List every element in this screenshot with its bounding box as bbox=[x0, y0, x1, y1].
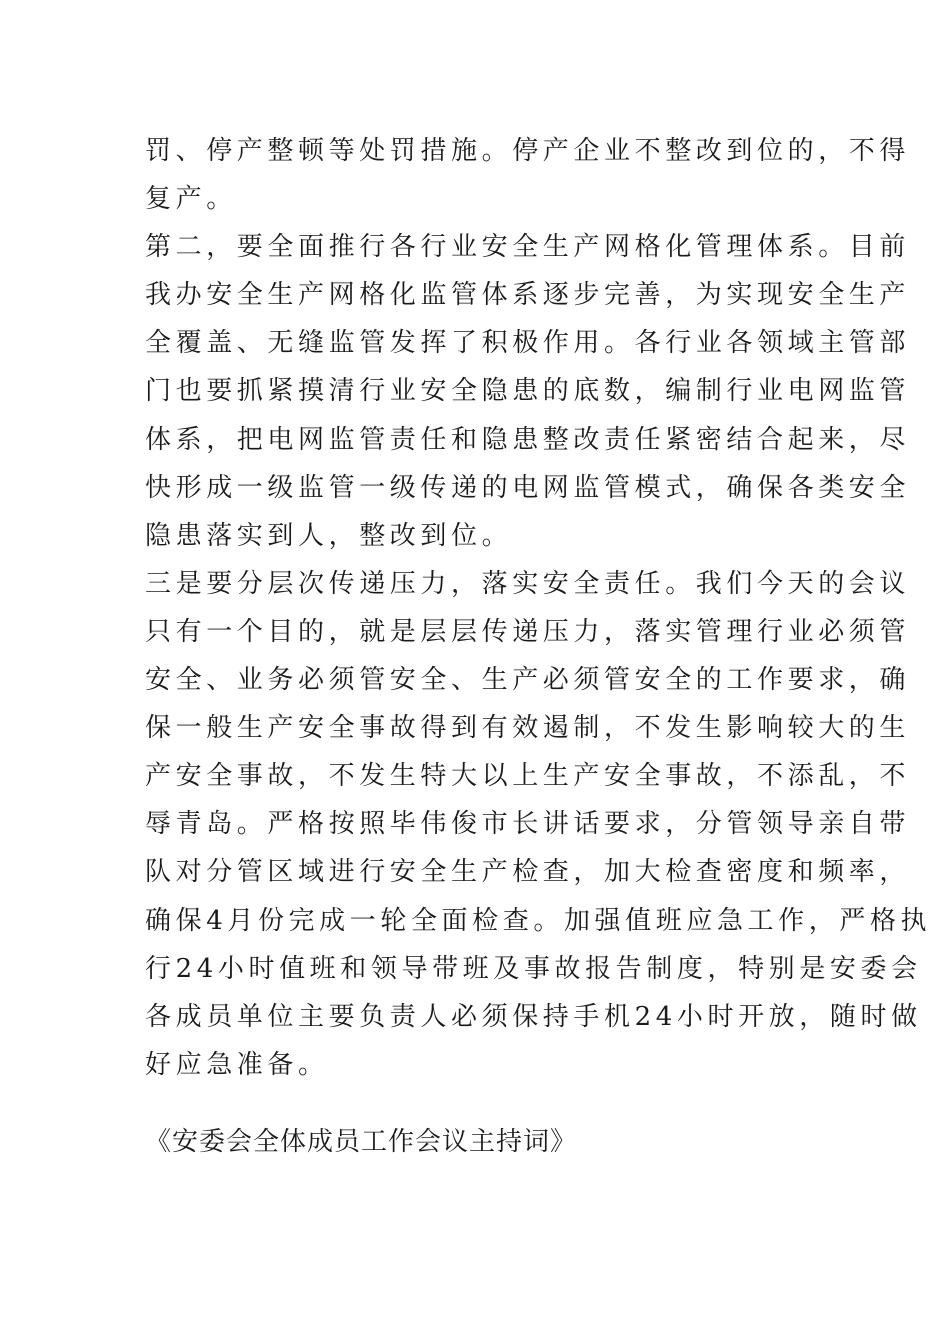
text-line: 快形成一级监管一级传递的电网监管模式，确保各类安全 bbox=[145, 472, 911, 503]
text-line: 只有一个目的，就是层层传递压力，落实管理行业必须管 bbox=[145, 616, 911, 647]
text-line: 第二，要全面推行各行业安全生产网格化管理体系。目前 bbox=[145, 232, 911, 263]
document-title: 《安委会全体成员工作会议主持词》 bbox=[145, 1127, 578, 1157]
text-line: 复产。 bbox=[145, 184, 237, 215]
text-line: 我办安全生产网格化监管体系逐步完善，为实现安全生产 bbox=[145, 280, 911, 311]
text-line: 保一般生产安全事故得到有效遏制，不发生影响较大的生 bbox=[145, 713, 911, 744]
text-line: 确保4月份完成一轮全面检查。加强值班应急工作，严格执 bbox=[145, 905, 932, 936]
text-line: 产安全事故，不发生特大以上生产安全事故，不添乱，不 bbox=[145, 761, 911, 792]
text-line: 辱青岛。严格按照毕伟俊市长讲话要求，分管领导亲自带 bbox=[145, 809, 911, 840]
text-line: 队对分管区域进行安全生产检查，加大检查密度和频率， bbox=[145, 857, 911, 888]
text-line: 安全、业务必须管安全、生产必须管安全的工作要求，确 bbox=[145, 665, 911, 696]
text-line: 罚、停产整顿等处罚措施。停产企业不整改到位的，不得 bbox=[145, 136, 911, 166]
text-line: 门也要抓紧摸清行业安全隐患的底数，编制行业电网监管 bbox=[145, 376, 911, 407]
text-line: 好应急准备。 bbox=[145, 1049, 329, 1080]
text-line: 隐患落实到人，整改到位。 bbox=[145, 520, 513, 551]
text-line: 体系，把电网监管责任和隐患整改责任紧密结合起来，尽 bbox=[145, 424, 911, 455]
text-line: 三是要分层次传递压力，落实安全责任。我们今天的会议 bbox=[145, 568, 911, 599]
text-line: 各成员单位主要负责人必须保持手机24小时开放，随时做 bbox=[145, 1001, 922, 1032]
text-line: 全覆盖、无缝监管发挥了积极作用。各行业各领域主管部 bbox=[145, 328, 911, 359]
body-text bbox=[145, 127, 932, 1089]
text-line: 行24小时值班和领导带班及事故报告制度，特别是安委会 bbox=[145, 953, 922, 984]
